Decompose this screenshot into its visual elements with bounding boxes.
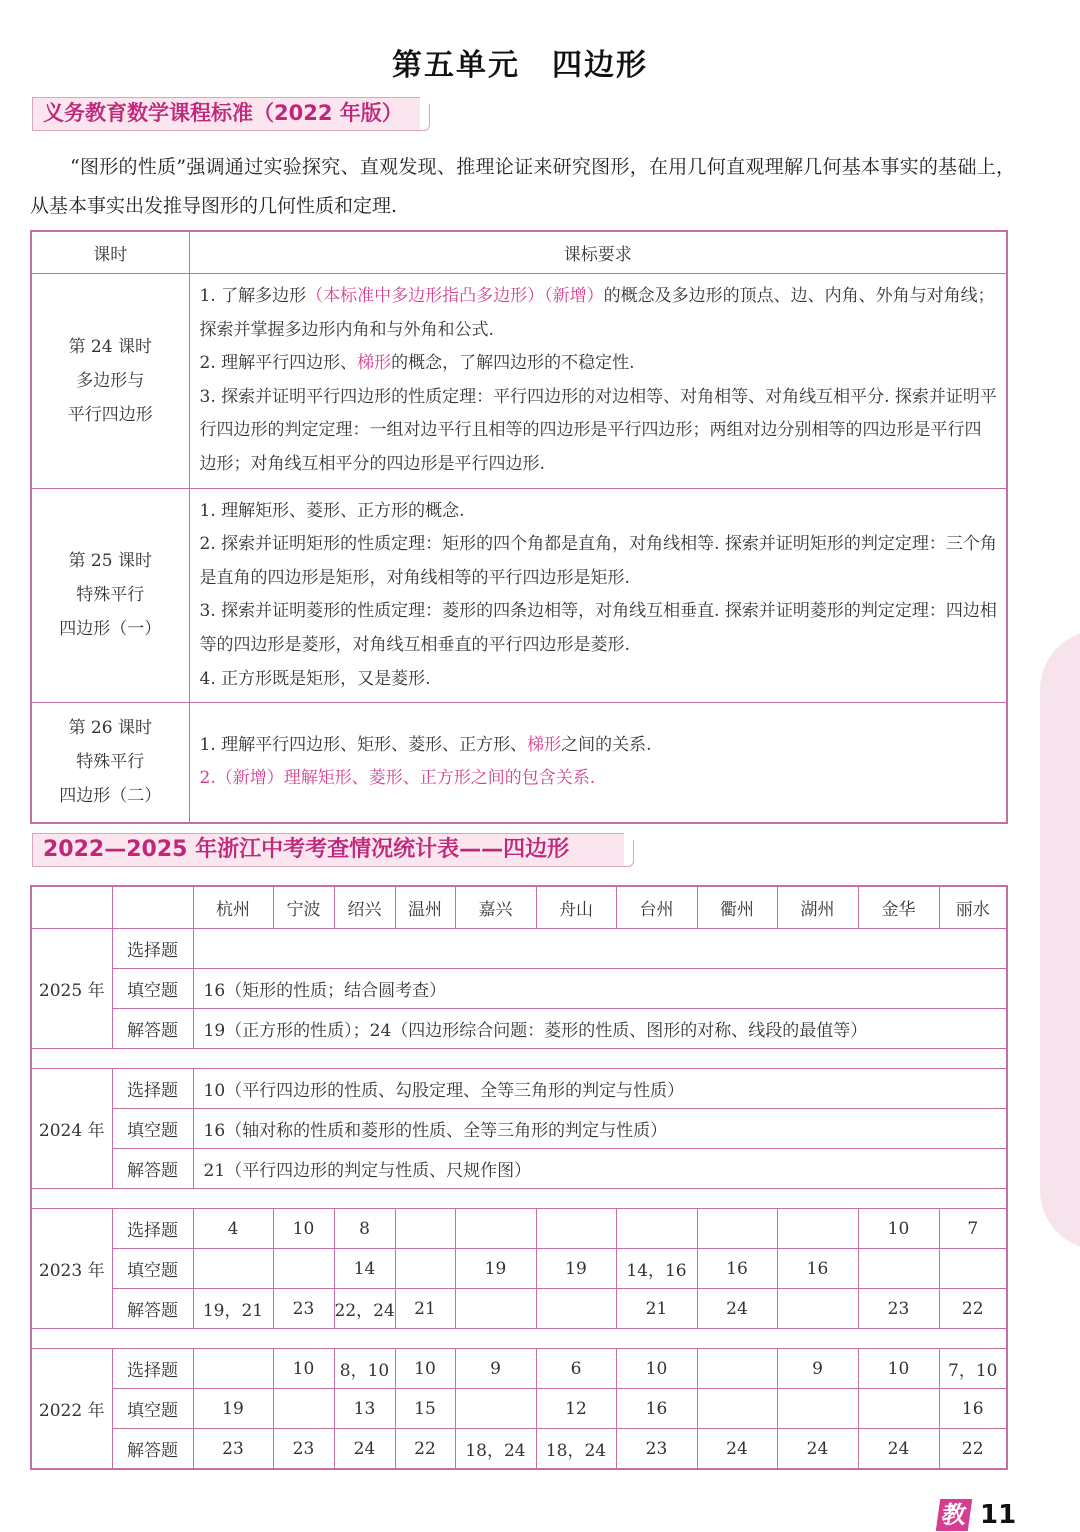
period-line: 特殊平行 — [76, 752, 145, 773]
requirement-text: 1. 理解平行四边形、矩形、菱形、正方形、 — [199, 734, 528, 755]
stat-value-cell — [395, 1209, 455, 1249]
requirement-item — [200, 595, 999, 662]
stat-value-cell: 9 — [777, 1349, 858, 1389]
stat-value-cell: 22 — [939, 1429, 1007, 1470]
stat-value-cell — [536, 1209, 616, 1249]
stat-value-cell: 10 — [395, 1349, 455, 1389]
stat-value-cell — [273, 1389, 334, 1429]
standards-row-25 — [31, 488, 1007, 703]
stat-value-cell — [536, 1289, 616, 1329]
standards-header-period: 课时 — [31, 231, 189, 274]
requirement-highlight: （本标准中多边形指凸多边形）（新增） — [306, 286, 604, 306]
standards-row-26 — [31, 703, 1007, 823]
section-label-statistics: 2022—2025 年浙江中考考查情况统计表——四边形 — [32, 833, 624, 867]
stat-corner-cell — [31, 886, 112, 929]
period-line: 第 24 课时 — [68, 336, 152, 357]
question-type-cell: 填空题 — [112, 1109, 193, 1149]
stat-row — [31, 1249, 1007, 1289]
requirement-text: 3. 探索并证明菱形的性质定理：菱形的四条边相等，对角线互相垂直. 探索并证明菱形的判定定理：四边相等的四边形是菱形，对角线互相垂直的平行四边形是菱形. — [199, 601, 997, 655]
stat-detail-cell: 10（平行四边形的性质、勾股定理、全等三角形的判定与性质） — [193, 1069, 1007, 1109]
stat-detail-cell: 19（正方形的性质）；24（四边形综合问题：菱形的性质、图形的对称、线段的最值等） — [193, 1009, 1007, 1049]
stat-value-cell: 22 — [939, 1289, 1007, 1329]
stat-value-cell: 24 — [777, 1429, 858, 1470]
stat-value-cell: 6 — [536, 1349, 616, 1389]
stat-value-cell — [193, 1349, 273, 1389]
stat-spacer-cell — [31, 1329, 1007, 1349]
stat-spacer-row — [31, 1189, 1007, 1209]
requirement-item — [200, 347, 999, 381]
requirement-text: 的概念及多边形的顶点、边、内角、外角与对角线；探索并掌握多边形内角和与外角和公式. — [199, 286, 995, 340]
question-type-cell: 填空题 — [112, 1389, 193, 1429]
stat-value-cell: 22，24 — [334, 1289, 395, 1329]
period-cell — [31, 703, 189, 823]
standards-header-requirement: 课标要求 — [189, 231, 1007, 274]
requirement-text: 1. 理解矩形、菱形、正方形的概念. — [199, 500, 465, 521]
requirement-item — [200, 663, 999, 697]
stat-row — [31, 1429, 1007, 1470]
stat-value-cell: 23 — [616, 1429, 697, 1470]
question-type-cell: 选择题 — [112, 1349, 193, 1389]
stat-value-cell — [455, 1289, 536, 1329]
requirement-item — [200, 729, 999, 763]
stat-value-cell: 19 — [536, 1249, 616, 1289]
requirement-text: 3. 探索并证明平行四边形的性质定理：平行四边形的对边相等、对角相等、对角线互相平分. 探索并证明平行四边形的判定定理：一组对边平行且相等的四边形是平行四边形；两组对边分别相等的四边形是平行四边形；对角线互相平分的四边形是平行四边形. — [199, 386, 997, 474]
stat-value-cell: 10 — [273, 1349, 334, 1389]
stat-value-cell: 23 — [273, 1289, 334, 1329]
stat-value-cell — [858, 1389, 939, 1429]
stat-value-cell: 10 — [273, 1209, 334, 1249]
stat-value-cell — [858, 1249, 939, 1289]
stat-value-cell: 22 — [395, 1429, 455, 1470]
requirement-item — [200, 381, 999, 482]
question-type-cell: 解答题 — [112, 1429, 193, 1470]
stat-value-cell: 15 — [395, 1389, 455, 1429]
stat-detail-cell: 16（矩形的性质；结合圆考查） — [193, 969, 1007, 1009]
city-header: 绍兴 — [334, 886, 395, 929]
period-line: 第 25 课时 — [68, 551, 152, 572]
standards-row-24 — [31, 274, 1007, 489]
stat-value-cell — [697, 1209, 777, 1249]
period-cell — [31, 274, 189, 489]
stat-value-cell: 19，21 — [193, 1289, 273, 1329]
stat-value-cell: 14 — [334, 1249, 395, 1289]
stat-value-cell: 19 — [455, 1249, 536, 1289]
year-cell: 2023 年 — [31, 1209, 112, 1329]
stat-value-cell — [697, 1349, 777, 1389]
requirement-highlight: 梯形 — [527, 734, 562, 755]
stat-value-cell — [395, 1249, 455, 1289]
period-line: 平行四边形 — [67, 404, 153, 425]
stat-value-cell: 10 — [616, 1349, 697, 1389]
stat-value-cell: 14，16 — [616, 1249, 697, 1289]
requirement-text: 4. 正方形既是矩形，又是菱形. — [199, 668, 431, 689]
city-header: 台州 — [616, 886, 697, 929]
stat-value-cell: 21 — [395, 1289, 455, 1329]
stat-value-cell: 24 — [697, 1429, 777, 1470]
stat-value-cell: 10 — [858, 1209, 939, 1249]
requirement-highlight: 2.（新增）理解矩形、菱形、正方形之间的包含关系. — [199, 768, 596, 789]
stat-detail-cell: 21（平行四边形的判定与性质、尺规作图） — [193, 1149, 1007, 1189]
city-header: 温州 — [395, 886, 455, 929]
period-line: 第 26 课时 — [68, 718, 152, 739]
stat-spacer-row — [31, 1329, 1007, 1349]
question-type-cell: 选择题 — [112, 1069, 193, 1109]
stat-value-cell — [777, 1289, 858, 1329]
stat-value-cell — [616, 1209, 697, 1249]
stat-value-cell — [939, 1249, 1007, 1289]
side-tab-decoration — [1040, 630, 1080, 1250]
stat-row — [31, 1009, 1007, 1049]
stat-value-cell: 16 — [697, 1249, 777, 1289]
requirement-text: 的概念，了解四边形的不稳定性. — [391, 353, 635, 374]
stat-value-cell — [455, 1209, 536, 1249]
stat-value-cell: 4 — [193, 1209, 273, 1249]
stat-corner-cell — [112, 886, 193, 929]
stat-value-cell — [697, 1389, 777, 1429]
city-header: 衢州 — [697, 886, 777, 929]
question-type-cell: 解答题 — [112, 1149, 193, 1189]
stat-value-cell: 24 — [858, 1429, 939, 1470]
page-number: 11 — [980, 1500, 1017, 1530]
city-header: 丽水 — [939, 886, 1007, 929]
exam-statistics-table — [30, 885, 1008, 1470]
requirement-text: 1. 了解多边形 — [199, 286, 307, 306]
question-type-cell: 选择题 — [112, 929, 193, 969]
stat-detail-cell: 16（轴对称的性质和菱形的性质、全等三角形的判定与性质） — [193, 1109, 1007, 1149]
stat-row — [31, 929, 1007, 969]
standards-table — [30, 230, 1008, 824]
stat-detail-cell — [193, 929, 1007, 969]
intro-paragraph: “图形的性质”强调通过实验探究、直观发现、推理论证来研究图形，在用几何直观理解几何基本事实的基础上，从基本事实出发推导图形的几何性质和定理. — [30, 156, 1015, 217]
stat-row — [31, 1289, 1007, 1329]
period-line: 四边形（二） — [59, 786, 162, 807]
requirement-cell — [189, 274, 1007, 489]
period-line: 多边形与 — [76, 370, 145, 391]
stat-value-cell: 24 — [697, 1289, 777, 1329]
stat-row — [31, 1109, 1007, 1149]
stat-value-cell: 10 — [858, 1349, 939, 1389]
stat-value-cell: 16 — [939, 1389, 1007, 1429]
requirement-item — [200, 528, 999, 595]
stat-value-cell: 9 — [455, 1349, 536, 1389]
stat-value-cell — [455, 1389, 536, 1429]
year-cell: 2025 年 — [31, 929, 112, 1049]
city-header: 金华 — [858, 886, 939, 929]
stat-value-cell: 21 — [616, 1289, 697, 1329]
stat-row — [31, 1149, 1007, 1189]
stat-value-cell: 13 — [334, 1389, 395, 1429]
requirement-item — [200, 495, 999, 529]
stat-row — [31, 1209, 1007, 1249]
question-type-cell: 选择题 — [112, 1209, 193, 1249]
stat-row — [31, 969, 1007, 1009]
question-type-cell: 填空题 — [112, 969, 193, 1009]
page-title: 第五单元 四边形 — [392, 48, 648, 83]
city-header: 嘉兴 — [455, 886, 536, 929]
stat-value-cell: 7，10 — [939, 1349, 1007, 1389]
requirement-item — [200, 762, 999, 796]
period-cell — [31, 488, 189, 703]
requirement-text: 2. 探索并证明矩形的性质定理：矩形的四个角都是直角，对角线相等. 探索并证明矩形的判定定理：三个角是直角的四边形是矩形，对角线相等的平行四边形是矩形. — [199, 534, 997, 588]
stat-spacer-row — [31, 1049, 1007, 1069]
stat-value-cell — [777, 1209, 858, 1249]
stat-value-cell: 7 — [939, 1209, 1007, 1249]
requirement-text: 2. 理解平行四边形、 — [199, 353, 358, 374]
period-line: 特殊平行 — [76, 585, 145, 606]
question-type-cell: 填空题 — [112, 1249, 193, 1289]
stat-value-cell: 16 — [777, 1249, 858, 1289]
requirement-cell — [189, 488, 1007, 703]
stat-value-cell — [193, 1249, 273, 1289]
stat-row — [31, 1069, 1007, 1109]
stat-value-cell: 23 — [858, 1289, 939, 1329]
requirement-highlight: 梯形 — [357, 353, 392, 374]
year-cell: 2022 年 — [31, 1349, 112, 1470]
teacher-badge-icon: 教 — [936, 1499, 972, 1531]
stat-value-cell: 12 — [536, 1389, 616, 1429]
stat-spacer-cell — [31, 1049, 1007, 1069]
requirement-text: 之间的关系. — [561, 734, 652, 755]
city-header: 舟山 — [536, 886, 616, 929]
stat-header-row — [31, 886, 1007, 929]
stat-value-cell: 19 — [193, 1389, 273, 1429]
city-header: 湖州 — [777, 886, 858, 929]
stat-value-cell — [777, 1389, 858, 1429]
stat-row — [31, 1349, 1007, 1389]
requirement-cell — [189, 703, 1007, 823]
stat-spacer-cell — [31, 1189, 1007, 1209]
stat-value-cell: 8 — [334, 1209, 395, 1249]
requirement-item — [200, 280, 999, 347]
stat-value-cell: 24 — [334, 1429, 395, 1470]
stat-value-cell: 16 — [616, 1389, 697, 1429]
year-cell: 2024 年 — [31, 1069, 112, 1189]
city-header: 宁波 — [273, 886, 334, 929]
section-label-curriculum: 义务教育数学课程标准（2022 年版） — [32, 97, 420, 131]
stat-value-cell: 18，24 — [536, 1429, 616, 1470]
stat-value-cell — [273, 1249, 334, 1289]
city-header: 杭州 — [193, 886, 273, 929]
stat-value-cell: 23 — [193, 1429, 273, 1470]
period-line: 四边形（一） — [59, 619, 162, 640]
stat-value-cell: 18，24 — [455, 1429, 536, 1470]
stat-row — [31, 1389, 1007, 1429]
stat-value-cell: 8，10 — [334, 1349, 395, 1389]
stat-value-cell: 23 — [273, 1429, 334, 1470]
question-type-cell: 解答题 — [112, 1009, 193, 1049]
question-type-cell: 解答题 — [112, 1289, 193, 1329]
